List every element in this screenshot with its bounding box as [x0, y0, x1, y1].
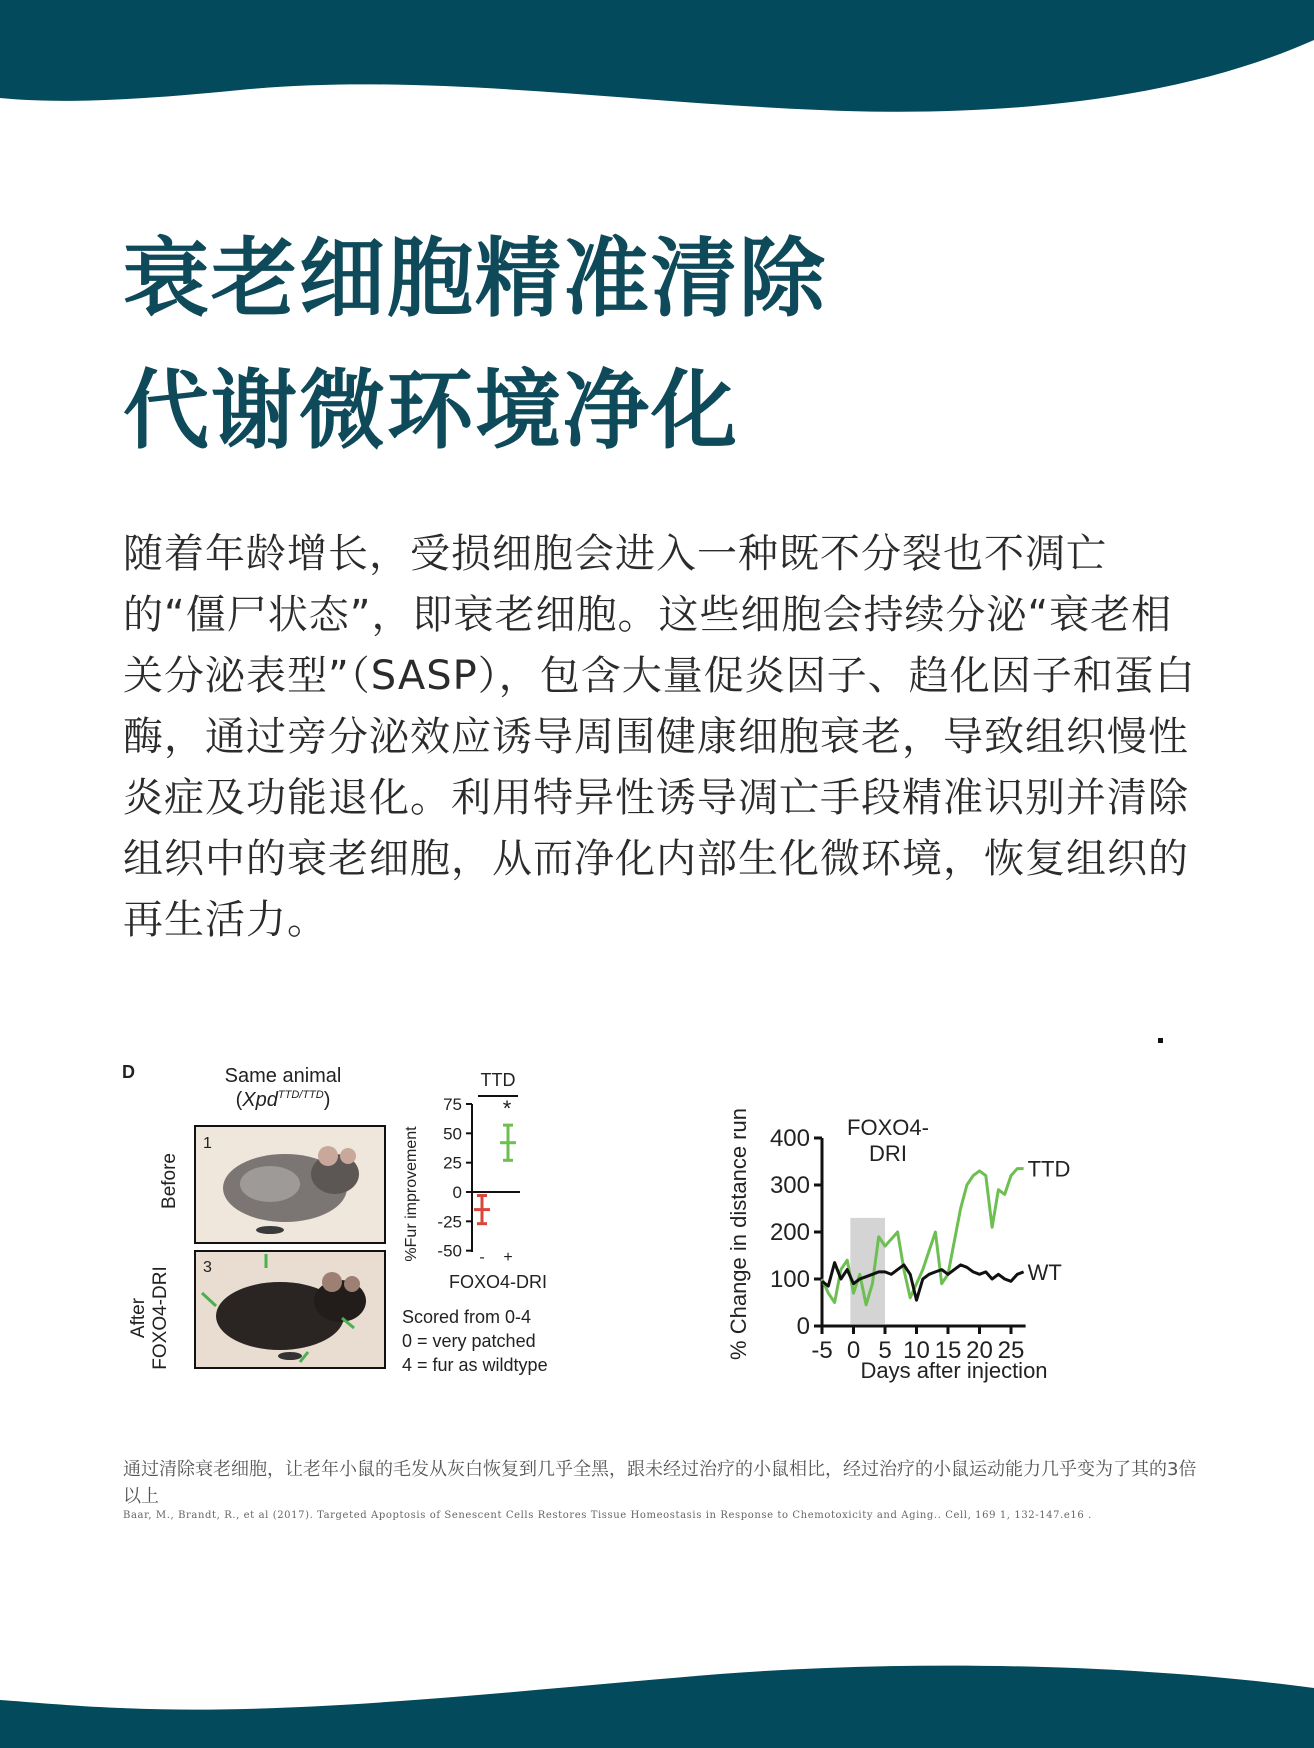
same-animal-label: Same animal: [224, 1065, 342, 1087]
top-wave-decoration: [0, 0, 1314, 130]
fur-chart-title: TTD: [480, 1070, 516, 1090]
fur-figure: [120, 1056, 590, 1386]
fur-y-ticks: [437, 1095, 472, 1261]
mouse-photo-after: [195, 1251, 385, 1368]
distance-x-tick-label: 15: [934, 1337, 962, 1364]
scored-note-3: 4 = fur as wildtype: [402, 1355, 548, 1375]
distance-x-tick-label: -5: [811, 1337, 833, 1364]
citation-reference: Baar, M., Brandt, R., et al (2017). Targeted Apoptosis of Senescent Cells Restores Tissue Homeostasis in Response to Chemotoxicity and Aging.. Cell, 169 1, 132-147.e16 .: [123, 1510, 1092, 1521]
distance-y-tick-label: 300: [769, 1172, 810, 1199]
distance-x-tick-label: 10: [903, 1337, 930, 1364]
scored-note-2: 0 = very patched: [402, 1331, 536, 1351]
scored-note-1: Scored from 0-4: [402, 1307, 532, 1327]
page-title-line-1: 衰老细胞精准清除: [123, 229, 827, 329]
distance-x-tick-label: 0: [846, 1337, 861, 1364]
distance-y-tick-label: 100: [769, 1266, 810, 1293]
genotype-superscript: TTD/TTD: [277, 1089, 324, 1101]
fur-category-labels: [479, 1249, 512, 1266]
fur-y-tick-label: 0: [452, 1183, 462, 1202]
page-title-line-2: 代谢微环境净化: [123, 361, 739, 461]
fur-y-tick-label: -50: [437, 1241, 462, 1261]
genotype-prefix: (: [235, 1089, 243, 1111]
distance-chart-ylabel: % Change in distance run: [726, 1108, 751, 1360]
photo-number-3: 3: [203, 1259, 212, 1276]
distance-x-tick-label: 20: [966, 1337, 993, 1364]
distance-run-chart: [722, 1056, 1162, 1386]
fur-category-label: -: [479, 1249, 485, 1266]
fur-category-label: +: [503, 1249, 513, 1266]
fur-y-tick-label: 75: [443, 1095, 462, 1114]
row-label-after: After: [128, 1297, 149, 1339]
distance-chart-xlabel: Days after injection: [860, 1358, 1048, 1383]
distance-series-labels: [1028, 1157, 1071, 1285]
body-paragraph: 随着年龄增长，受损细胞会进入一种既不分裂也不凋亡的“僵尸状态”，即衰老细胞。这些细胞会持续分泌“衰老相关分泌表型”（SASP），包含大量促炎因子、趋化因子和蛋白酶，通过旁分泌效应诱导周围健康细胞衰老，导致组织慢性炎症及功能退化。利用特异性诱导凋亡手段精准识别并清除组织中的衰老细胞，从而净化内部生化微环境，恢复组织的再生活力。: [123, 531, 1196, 943]
distance-x-tick-label: 25: [997, 1337, 1025, 1364]
distance-series-label: TTD: [1027, 1156, 1071, 1182]
panel-label: D: [122, 1062, 135, 1082]
mouse-photo-before: [195, 1126, 385, 1243]
genotype-label: [236, 1089, 331, 1111]
figure-dot: [1158, 1038, 1163, 1043]
fur-y-tick-label: -25: [437, 1212, 462, 1232]
genotype-italic: Xpd: [242, 1089, 278, 1111]
figure-caption: 通过清除衰老细胞，让老年小鼠的毛发从灰白恢复到几乎全黑，跟未经过治疗的小鼠相比，经过治疗的小鼠运动能力几乎变为了其的3倍以上: [123, 1459, 1197, 1507]
genotype-suffix: ): [323, 1089, 331, 1111]
distance-series-label: WT: [1027, 1259, 1062, 1285]
row-label-before: Before: [159, 1153, 180, 1209]
distance-y-tick-label: 0: [796, 1313, 810, 1340]
fur-improvement-chart: [403, 1070, 547, 1292]
distance-y-tick-label: 200: [769, 1219, 810, 1246]
treatment-annotation-1: FOXO4-: [847, 1115, 929, 1140]
distance-y-tick-label: 400: [769, 1125, 810, 1152]
fur-y-tick-label: 25: [443, 1153, 462, 1173]
distance-x-tick-label: 5: [878, 1337, 892, 1364]
fur-chart-ylabel: %Fur improvement: [403, 1126, 420, 1262]
fur-y-tick-label: 50: [443, 1124, 462, 1144]
fur-data-marks: [474, 1125, 516, 1224]
fur-chart-xlabel: FOXO4-DRI: [448, 1272, 548, 1292]
significance-star: *: [502, 1096, 512, 1121]
bottom-wave-decoration: [0, 1658, 1314, 1748]
row-label-after-drug: FOXO4-DRI: [150, 1266, 171, 1370]
photo-number-1: 1: [203, 1135, 212, 1152]
treatment-annotation-2: DRI: [869, 1141, 907, 1166]
